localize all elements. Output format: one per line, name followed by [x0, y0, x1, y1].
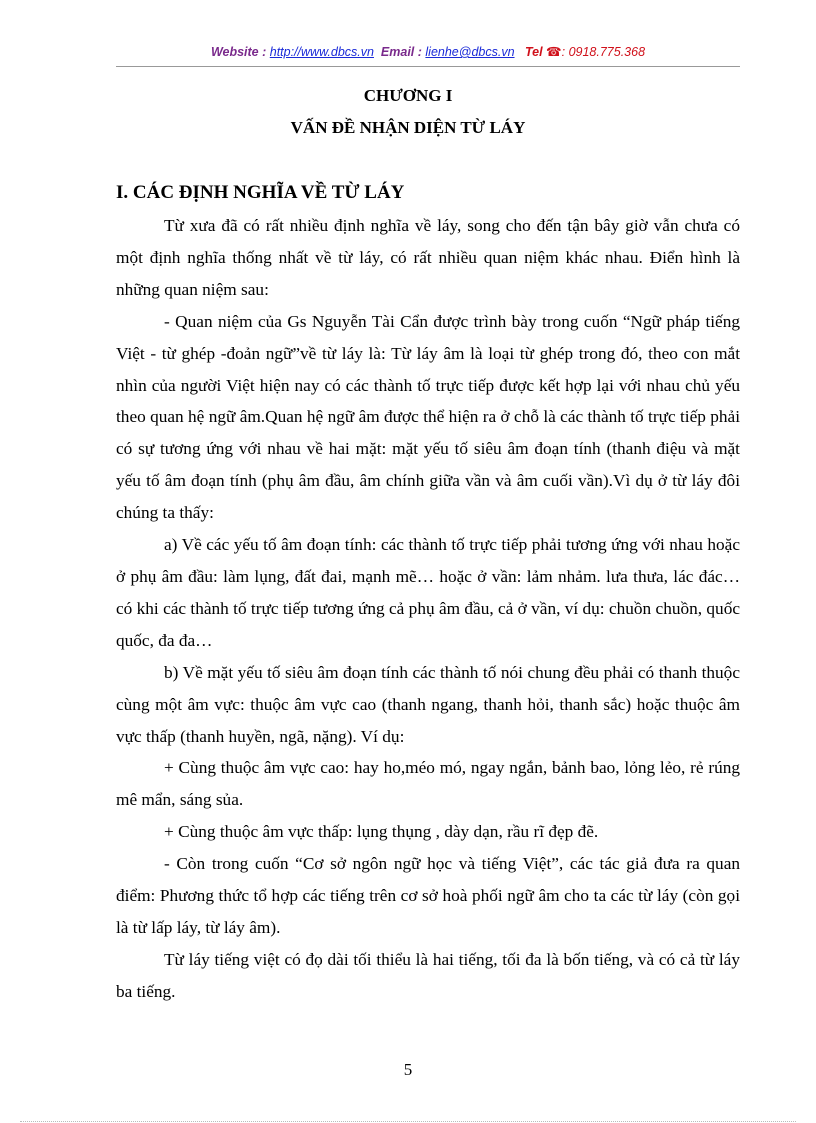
- website-separator: :: [258, 45, 270, 59]
- website-link[interactable]: http://www.dbcs.vn: [269, 45, 374, 59]
- paragraph: Từ xưa đã có rất nhiều định nghĩa về láy, song cho đến tận bây giờ vẫn chưa có một định nghĩa thống nhất về từ láy, có rất nhiều quan niệm khác nhau. Điển hình là những quan niệm sau:: [116, 216, 740, 299]
- paragraph: Từ láy tiếng việt có đọ dài tối thiểu là hai tiếng, tối đa là bốn tiếng, và có cả từ láy ba tiếng.: [116, 949, 740, 1001]
- page-bottom-divider: [20, 1121, 796, 1122]
- body-text: [116, 210, 740, 1008]
- email-separator: :: [414, 45, 426, 59]
- tel-value: : 0918.775.368: [561, 45, 646, 59]
- page-number: 5: [403, 1060, 413, 1079]
- paragraph: + Cùng thuộc âm vực thấp: lụng thụng , dày dạn, rầu rĩ đẹp đẽ.: [164, 822, 599, 842]
- paragraph: b) Về mặt yếu tố siêu âm đoạn tính các thành tố nói chung đều phải có thanh thuộc cùng một âm vực: thuộc âm vực cao (thanh ngang, thanh hỏi, thanh sắc) hoặc thuộc âm vực thấp (thanh huyền, ngã, nặng). Ví dụ:: [116, 662, 740, 746]
- email-link[interactable]: lienhe@dbcs.vn: [425, 45, 515, 59]
- chapter-number: CHƯƠNG I: [363, 86, 453, 105]
- email-label: Email: [380, 45, 415, 59]
- website-label: Website: [210, 45, 259, 59]
- paragraph: + Cùng thuộc âm vực cao: hay ho,méo mó, ngay ngắn, bảnh bao, lỏng lẻo, rẻ rúng mê mẩn, sáng sủa.: [116, 758, 740, 810]
- phone-icon: ☎: [546, 45, 562, 59]
- section-heading: I. CÁC ĐỊNH NGHĨA VỀ TỪ LÁY: [116, 182, 405, 203]
- paragraph: a) Về các yếu tố âm đoạn tính: các thành tố trực tiếp phải tương ứng với nhau hoặc ở phụ âm đầu: làm lụng, đất đai, mạnh mẽ… hoặc ở vần: lảm nhảm. lưa thưa, lác đác… có khi các thành tố trực tiếp tương ứng cả phụ âm đầu, cả ở vần, ví dụ: chuồn chuồn, quốc quốc, đa đa…: [116, 535, 740, 650]
- tel-label: Tel: [524, 45, 543, 59]
- paragraph: - Còn trong cuốn “Cơ sở ngôn ngữ học và tiếng Việt”, các tác giả đưa ra quan điểm: Phương thức tổ hợp các tiếng trên cơ sở hoà phối ngữ âm cho ta các từ láy (còn gọi là từ lấp láy, từ láy âm).: [116, 854, 740, 937]
- header-divider: [116, 66, 740, 67]
- page-header: [116, 44, 740, 66]
- chapter-title: VẤN ĐỀ NHẬN DIỆN TỪ LÁY: [290, 118, 526, 137]
- paragraph: - Quan niệm của Gs Nguyễn Tài Cẩn được trình bày trong cuốn “Ngữ pháp tiếng Việt - từ ghép -đoản ngữ”về từ láy là: Từ láy âm là loại từ ghép trong đó, theo con mắt nhìn của người Việt hiện nay có các thành tố trực tiếp được kết hợp lại với nhau chủ yếu theo quan hệ ngữ âm.Quan hệ ngữ âm được thể hiện ra ở chỗ là các thành tố trực tiếp phải có sự tương ứng với nhau về hai mặt: mặt yếu tố siêu âm đoạn tính (thanh điệu và mặt yếu tố âm đoạn tính (phụ âm đầu, âm chính giữa vần và âm cuối vần).Vì dụ ở từ láy đôi chúng ta thấy:: [116, 311, 740, 523]
